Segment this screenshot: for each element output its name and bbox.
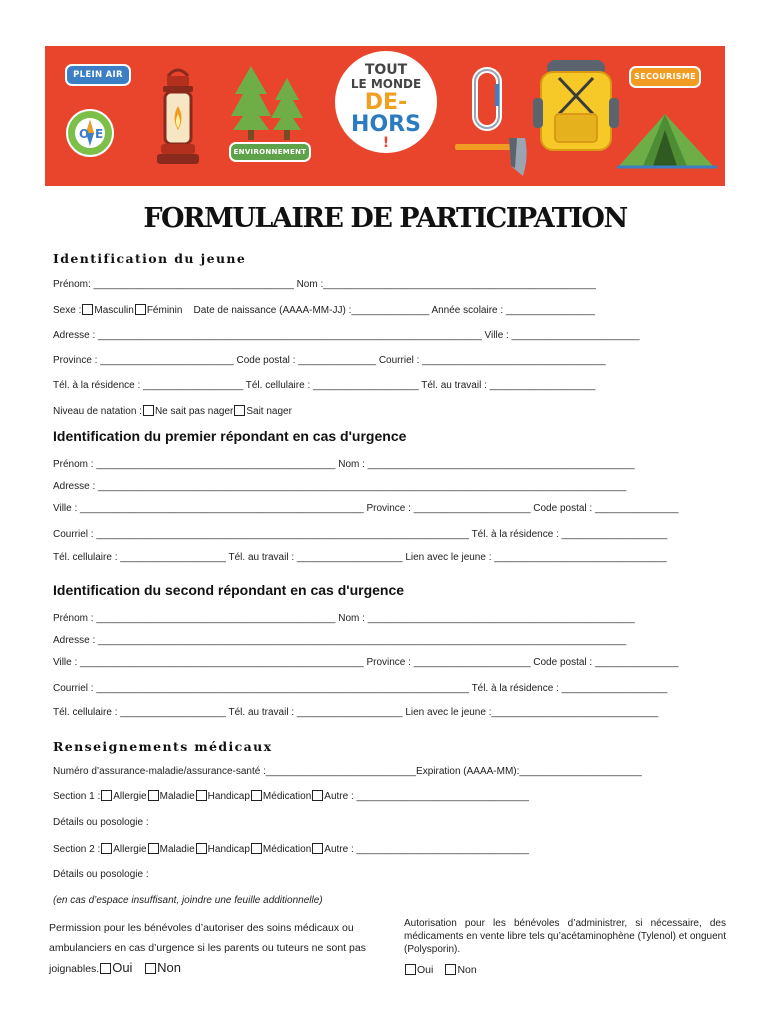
- masculin-checkbox[interactable]: [82, 304, 93, 315]
- s1-handicap-checkbox[interactable]: [196, 790, 207, 801]
- compass-icon: [65, 108, 115, 158]
- first-contact-name-line[interactable]: Prénom : ___________________________________________ Nom : ________________________________________________: [53, 459, 635, 470]
- section-2-details[interactable]: Détails ou posologie :: [53, 869, 149, 880]
- medication-authorization: [404, 917, 726, 977]
- axe-icon: [453, 136, 533, 180]
- s2-maladie-checkbox[interactable]: [148, 843, 159, 854]
- s1-maladie-label: Maladie: [159, 791, 195, 802]
- second-contact-name-line[interactable]: Prénom : ___________________________________________ Nom : ________________________________________________: [53, 613, 635, 624]
- emergency-oui-label: Oui: [112, 960, 133, 975]
- sexe-label: Sexe :: [53, 305, 82, 316]
- ne-sait-pas-nager-label: Ne sait pas nager: [154, 406, 234, 417]
- youth-phone-line[interactable]: Tél. à la résidence : __________________ Tél. cellulaire : ___________________ Tél. au travail : ___________________: [53, 380, 596, 391]
- plein-air-tag: PLEIN AIR: [65, 64, 131, 86]
- feminin-label: Féminin: [146, 305, 183, 316]
- s2-allergie-label: Allergie: [113, 844, 147, 855]
- logo-text-le-monde: LE MONDE: [350, 77, 422, 91]
- sait-nager-checkbox[interactable]: [234, 405, 245, 416]
- s2-maladie-label: Maladie: [159, 844, 195, 855]
- masculin-label: Masculin: [94, 305, 134, 316]
- emergency-non-checkbox[interactable]: [145, 963, 156, 974]
- s1-allergie-checkbox[interactable]: [101, 790, 112, 801]
- medical-section-heading: Renseignements médicaux: [53, 739, 273, 754]
- medication-oui-label: Oui: [417, 964, 434, 976]
- section-1-line: [53, 790, 529, 802]
- medication-oui-checkbox[interactable]: [405, 964, 416, 975]
- swimming-label: Niveau de natation :: [53, 406, 142, 417]
- s1-medication-checkbox[interactable]: [251, 790, 262, 801]
- additional-sheet-note: (en cas d’espace insuffisant, joindre une feuille additionnelle): [53, 895, 323, 906]
- section-1-details[interactable]: Détails ou posologie :: [53, 817, 149, 828]
- medication-non-label: Non: [457, 964, 477, 976]
- s1-handicap-label: Handicap: [207, 791, 250, 802]
- second-contact-city-line[interactable]: Ville : ___________________________________________________ Province : _____________________ Code postal : _______________: [53, 657, 679, 668]
- first-contact-address-line[interactable]: Adresse : _______________________________________________________________________________________________: [53, 481, 627, 492]
- form-title: FORMULAIRE DE PARTICIPATION: [143, 203, 627, 234]
- s2-autre-checkbox[interactable]: [312, 843, 323, 854]
- first-contact-city-line[interactable]: Ville : ___________________________________________________ Province : _____________________ Code postal : _______________: [53, 503, 679, 514]
- carabiner-icon: [469, 66, 505, 132]
- ne-sait-pas-nager-checkbox[interactable]: [143, 405, 154, 416]
- backpack-icon: [533, 58, 619, 154]
- logo: [335, 51, 437, 153]
- section-2-label: Section 2 :: [53, 844, 101, 855]
- s2-allergie-checkbox[interactable]: [101, 843, 112, 854]
- medication-authorization-text: Autorisation pour les bénévoles d’administrer, si nécessaire, des médicaments en vente libre tels qu’acétaminophène (Tylenol) et onguent (Polysporin).: [404, 918, 726, 955]
- second-contact-phone-line[interactable]: Tél. cellulaire : ___________________ Tél. au travail : ___________________ Lien avec le jeune :______________________________: [53, 707, 659, 718]
- svg-text:O: O: [79, 127, 90, 141]
- s2-medication-checkbox[interactable]: [251, 843, 262, 854]
- emergency-care-permission: [49, 918, 379, 979]
- logo-text-tout: TOUT: [364, 62, 408, 78]
- first-contact-email-line[interactable]: Courriel : ___________________________________________________________________ Tél. à la résidence : ___________________: [53, 529, 668, 540]
- s1-maladie-checkbox[interactable]: [148, 790, 159, 801]
- first-contact-heading: Identification du premier répondant en cas d'urgence: [53, 428, 407, 444]
- section-1-label: Section 1 :: [53, 791, 101, 802]
- s2-handicap-checkbox[interactable]: [196, 843, 207, 854]
- medication-non-checkbox[interactable]: [445, 964, 456, 975]
- logo-text-de: DE-: [364, 90, 408, 115]
- emergency-care-text: Permission pour les bénévoles d’autoriser des soins médicaux ou ambulanciers en cas d’urgence si les parents ou tuteurs ne sont pas joignables.: [49, 922, 366, 975]
- first-contact-phone-line[interactable]: Tél. cellulaire : ___________________ Tél. au travail : ___________________ Lien avec le jeune : _______________________________: [53, 552, 667, 563]
- second-contact-heading: Identification du second répondant en cas d'urgence: [53, 582, 405, 598]
- s1-autre-field[interactable]: _______________________________: [353, 791, 529, 802]
- s2-handicap-label: Handicap: [207, 844, 250, 855]
- s1-autre-checkbox[interactable]: [312, 790, 323, 801]
- s2-medication-label: Médication: [262, 844, 312, 855]
- youth-name-line[interactable]: Prénom: ____________________________________ Nom :_________________________________________________: [53, 279, 596, 290]
- s2-autre-field[interactable]: _______________________________: [353, 844, 529, 855]
- birth-school-fields[interactable]: Date de naissance (AAAA-MM-JJ) :______________ Année scolaire : ________________: [193, 305, 595, 316]
- section-2-line: [53, 843, 529, 855]
- health-insurance-line[interactable]: Numéro d’assurance-maladie/assurance-santé :___________________________Expiration (AAAA-MM):______________________: [53, 766, 642, 777]
- youth-address-line[interactable]: Adresse : _____________________________________________________________________ Ville : _______________________: [53, 330, 640, 341]
- environnement-tag: ENVIRONNEMENT: [229, 142, 311, 162]
- logo-text-hors: HORS: [351, 112, 421, 137]
- sait-nager-label: Sait nager: [246, 406, 292, 417]
- youth-province-line[interactable]: Province : ________________________ Code postal : ______________ Courriel : _________________________________: [53, 355, 606, 366]
- trees-icon: [229, 64, 309, 142]
- logo-text-exclamation: !: [382, 135, 390, 151]
- second-contact-address-line[interactable]: Adresse : _______________________________________________________________________________________________: [53, 635, 627, 646]
- header-banner: [45, 46, 725, 186]
- lantern-icon: [153, 64, 203, 176]
- feminin-checkbox[interactable]: [135, 304, 146, 315]
- s1-autre-label: Autre :: [324, 791, 354, 802]
- youth-section-heading: Identification du jeune: [53, 251, 247, 266]
- s1-medication-label: Médication: [262, 791, 312, 802]
- emergency-non-label: Non: [157, 960, 181, 975]
- secourisme-tag: SECOURISME: [629, 66, 701, 88]
- tent-icon: [617, 110, 717, 170]
- swimming-level-line: [53, 405, 292, 417]
- emergency-oui-checkbox[interactable]: [100, 963, 111, 974]
- second-contact-email-line[interactable]: Courriel : ___________________________________________________________________ Tél. à la résidence : ___________________: [53, 683, 668, 694]
- svg-text:E: E: [95, 127, 104, 141]
- s1-allergie-label: Allergie: [113, 791, 147, 802]
- youth-sex-birth-line[interactable]: [53, 304, 595, 316]
- s2-autre-label: Autre :: [324, 844, 354, 855]
